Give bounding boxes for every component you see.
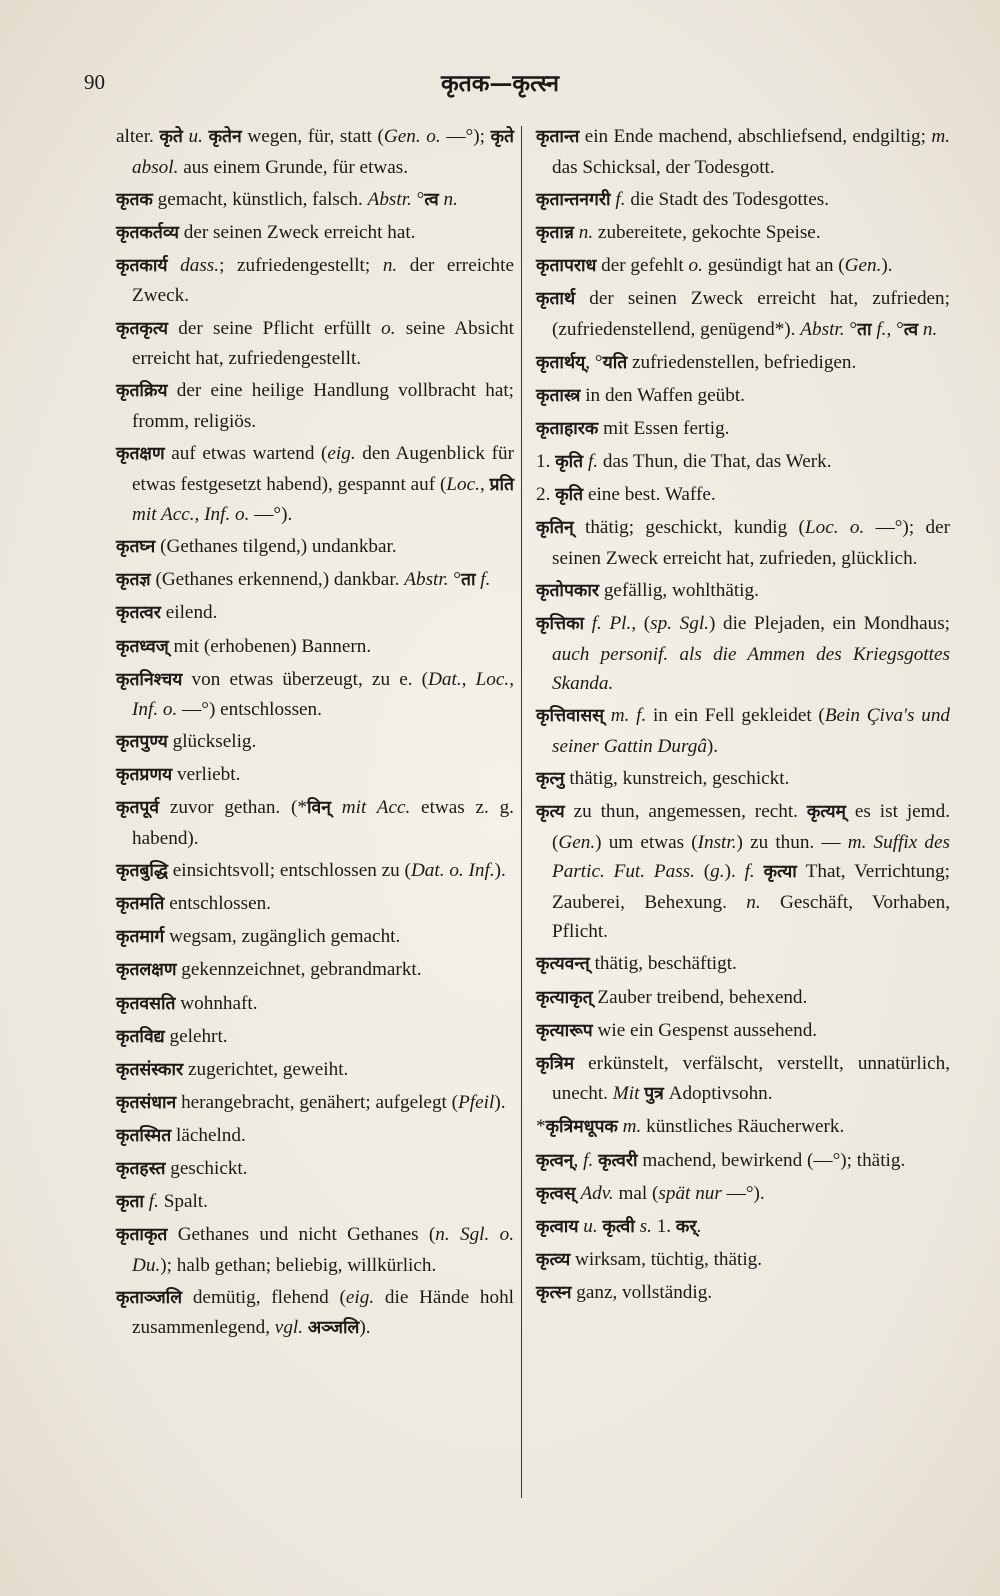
- dictionary-entry: कृतविद्य gelehrt.: [116, 1025, 228, 1047]
- page-number: 90: [84, 70, 105, 94]
- dictionary-entry: कृतकार्य dass.; zufriedengestellt; n. der erreichte Zweck.: [116, 254, 515, 307]
- dictionary-entry: कृतपुण्य glückselig.: [116, 731, 257, 753]
- dictionary-entry: कृत्रिम erkünstelt, verfälscht, verstellt, unnatürlich, unecht. Mit पुत्र Adoptivsohn.: [536, 1052, 950, 1105]
- dictionary-entry: कृतकृत्य der seine Pflicht erfüllt o. seine Absicht erreicht hat, zufriedengestellt.: [116, 317, 514, 370]
- dictionary-entry: कृतज्ञ (Gethanes erkennend,) dankbar. Abstr. °ता f.: [116, 569, 491, 591]
- dictionary-entry: कृतक्रिय der eine heilige Handlung vollbracht hat; fromm, religiös.: [116, 380, 514, 432]
- dictionary-entry: कृतबुद्धि einsichtsvoll; entschlossen zu (Dat. o. Inf.).: [116, 860, 506, 882]
- dictionary-entry: कृतमार्ग wegsam, zugänglich gemacht.: [116, 926, 401, 948]
- dictionary-entry: कृतार्थ der seinen Zweck erreicht hat, zufrieden; (zufriedenstellend, genügend*). Abstr. °ता f., °त्व n.: [536, 287, 950, 340]
- dictionary-entry: कृतान्त ein Ende machend, abschliefsend, endgiltig; m. das Schicksal, der Todesgott.: [536, 126, 950, 178]
- dictionary-entry: कृतघ्न (Gethanes tilgend,) undankbar.: [116, 536, 397, 558]
- dictionary-entry: कृतकर्तव्य der seinen Zweck erreicht hat.: [116, 221, 416, 243]
- dictionary-entry: कृतप्रणय verliebt.: [116, 764, 241, 786]
- dictionary-entry: कृता f. Spalt.: [116, 1191, 208, 1213]
- dictionary-entry: कृतहस्त geschickt.: [116, 1158, 248, 1179]
- dictionary-entry: कृतोपकार gefällig, wohlthätig.: [536, 579, 759, 601]
- dictionary-entry: कृतक्षण auf etwas wartend (eig. den Augenblick für etwas festgesetzt habend), gespannt auf (Loc., प्रति mit Acc., Inf. o. —°).: [116, 442, 515, 526]
- dictionary-entry: कृत्व्य wirksam, tüchtig, thätig.: [536, 1248, 763, 1270]
- dictionary-entry: 2. कृति eine best. Waffe.: [536, 484, 716, 506]
- dictionary-entry: *कृत्रिमधूपक m. künstliches Räucherwerk.: [536, 1116, 845, 1138]
- left-column: [116, 122, 514, 1347]
- column-divider: [521, 126, 522, 1498]
- dictionary-entry: कृतिन् thätig; geschickt, kundig (Loc. o. —°); der seinen Zweck erreicht hat, zufrieden, glücklich.: [536, 517, 950, 569]
- dictionary-entry: कृतत्वर eilend.: [116, 602, 218, 624]
- dictionary-entry: कृतनिश्चय von etwas überzeugt, zu e. (Dat., Loc., Inf. o. —°) entschlossen.: [116, 668, 514, 721]
- dictionary-entry: कृताकृत Gethanes und nicht Gethanes (n. Sgl. o. Du.); halb gethan; beliebig, willkürlich.: [116, 1224, 514, 1276]
- dictionary-entry: कृतमति entschlossen.: [116, 893, 271, 915]
- dictionary-entry: कृतलक्षण gekennzeichnet, gebrandmarkt.: [116, 959, 422, 981]
- dictionary-entry: कृतध्वज् mit (erhobenen) Bannern.: [116, 635, 372, 657]
- dictionary-entry: कृत्स्न ganz, vollständig.: [536, 1281, 713, 1303]
- dictionary-entry: कृत्वन्, f. कृत्वरी machend, bewirkend (—°); thätig.: [536, 1149, 906, 1171]
- dictionary-entry: कृतान्न n. zubereitete, gekochte Speise.: [536, 221, 821, 243]
- dictionary-entry: कृत्यवन्त् thätig, beschäftigt.: [536, 953, 737, 975]
- dictionary-entry: कृतस्मित lächelnd.: [116, 1124, 246, 1146]
- dictionary-entry: कृताञ्जलि demütig, flehend (eig. die Hände hohl zusammenlegend, vgl. अञ्जलि).: [116, 1286, 514, 1339]
- dictionary-entry: कृत्वस् Adv. mal (spät nur —°).: [536, 1182, 765, 1204]
- dictionary-entry: कृत्तिका f. Pl., (sp. Sgl.) die Plejaden, ein Mondhaus; auch personif. als die Ammen des Kriegsgottes Skanda.: [536, 612, 950, 695]
- right-column: [536, 122, 950, 1311]
- dictionary-entry: कृत्यारूप wie ein Gespenst aussehend.: [536, 1019, 818, 1041]
- running-head: कृतक—कृत्स्न: [440, 70, 559, 97]
- dictionary-entry: कृतार्थय्, °यति zufriedenstellen, befriedigen.: [536, 351, 857, 373]
- dictionary-entry: 1. कृति f. das Thun, die That, das Werk.: [536, 450, 832, 472]
- dictionary-entry: कृतसंधान herangebracht, genähert; aufgelegt (Pfeil).: [116, 1091, 506, 1113]
- dictionary-entry: कृत्तिवासस् m. f. in ein Fell gekleidet (Bein Çiva's und seiner Gattin Durgâ).: [536, 705, 951, 757]
- dictionary-entry: कृतवसति wohnhaft.: [116, 992, 258, 1014]
- dictionary-entry: कृतक gemacht, künstlich, falsch. Abstr. °त्व n.: [116, 188, 458, 210]
- dictionary-entry: कृत्य zu thun, angemessen, recht. कृत्यम् es ist jemd. (Gen.) um etwas (Instr.) zu thun. — m. Suffix des Partic. Fut. Pass. (g.). f. कृत्या That, Verrichtung; Zauberei, Behexung. n. Geschäft, Vorhaben, Pflicht.: [536, 800, 950, 943]
- dictionary-entry: कृत्नु thätig, kunstreich, geschickt.: [536, 767, 790, 789]
- dictionary-entry: कृत्वाय u. कृत्वी s. 1. कर्.: [536, 1215, 702, 1237]
- dictionary-entry: कृतापराध der gefehlt o. gesündigt hat an (Gen.).: [536, 254, 893, 276]
- dictionary-entry: कृतसंस्कार zugerichtet, geweiht.: [116, 1058, 349, 1080]
- dictionary-entry: कृतान्तनगरी f. die Stadt des Todesgottes.: [536, 188, 829, 210]
- dictionary-entry: alter. कृते u. कृतेन wegen, für, statt (Gen. o. —°); कृते absol. aus einem Grunde, für etwas.: [116, 126, 514, 178]
- dictionary-entry: कृत्याकृत् Zauber treibend, behexend.: [536, 986, 808, 1008]
- dictionary-entry: कृतास्त्र in den Waffen geübt.: [536, 384, 745, 406]
- dictionary-entry: कृताहारक mit Essen fertig.: [536, 417, 730, 439]
- dictionary-entry: कृतपूर्व zuvor gethan. (*विन् mit Acc. etwas z. g. habend).: [116, 797, 514, 850]
